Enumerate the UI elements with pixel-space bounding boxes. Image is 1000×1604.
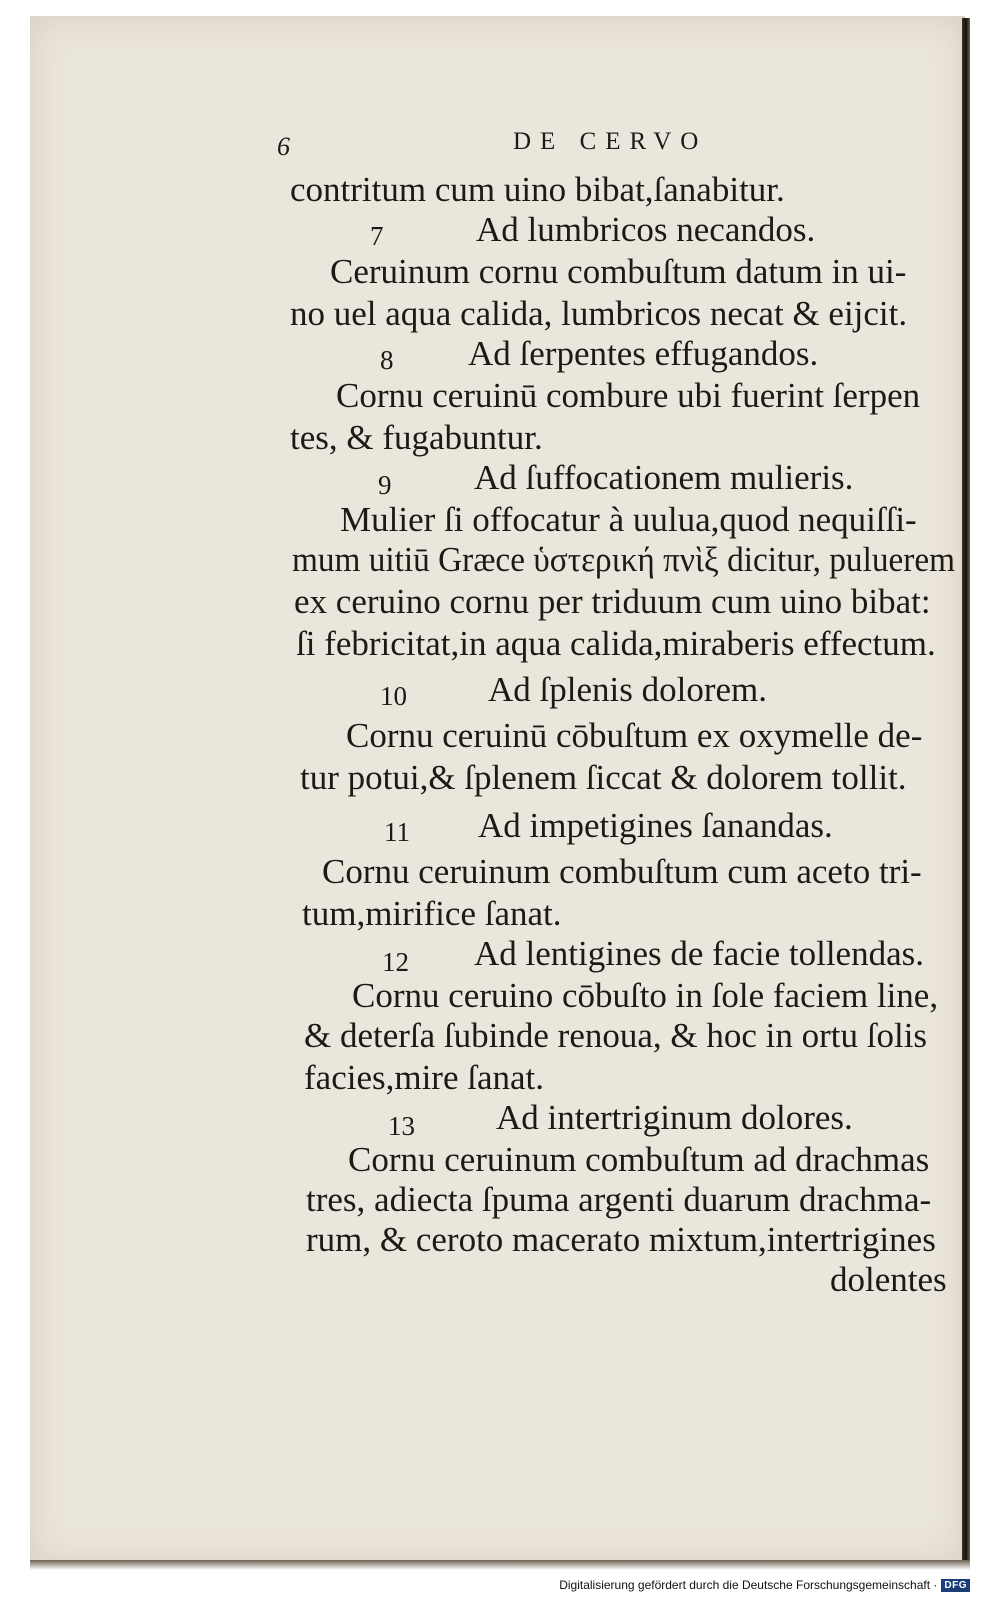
text-line: tur potui,& ſplenem ſiccat & dolorem tollit. — [300, 758, 907, 797]
heading-number: 9 — [378, 470, 392, 500]
digitization-footer — [559, 1578, 970, 1592]
catchword: dolentes — [830, 1260, 947, 1299]
section-heading: Ad impetigines ſanandas. — [478, 806, 833, 845]
text-line: ex ceruino cornu per triduum cum uino bibat: — [294, 582, 931, 621]
footer-credit: Digitalisierung gefördert durch die Deutsche Forschungsgemeinschaft · — [559, 1578, 938, 1592]
text-line: Cornu ceruinū cōbuſtum ex oxymelle de- — [346, 716, 923, 755]
text-line: tum,mirifice ſanat. — [302, 894, 562, 933]
text-line: Cornu ceruinū combure ubi fuerint ſerpen — [336, 376, 921, 415]
text-line: contritum cum uino bibat,ſanabitur. — [290, 170, 785, 209]
text-line: Cornu ceruinum combuſtum cum aceto tri- — [322, 852, 922, 891]
running-head: DE CERVO — [513, 128, 708, 155]
text-line: Cornu ceruino cōbuſto in ſole faciem line, — [352, 976, 939, 1015]
dfg-logo-icon: DFG — [941, 1579, 970, 1592]
text-line: Ceruinum cornu combuſtum datum in ui- — [330, 252, 907, 291]
text-line: Cornu ceruinum combuſtum ad drachmas — [348, 1140, 930, 1179]
heading-number: 13 — [388, 1111, 415, 1141]
section-heading: Ad lumbricos necandos. — [476, 210, 816, 249]
text-line: tres, adiecta ſpuma argenti duarum drachma- — [306, 1180, 932, 1219]
page-number: 6 — [277, 132, 290, 161]
text-line: Mulier ſi offocatur à uulua,quod nequiſſi- — [340, 500, 917, 539]
text-line: tes, & fugabuntur. — [290, 418, 543, 457]
section-heading: Ad ſplenis dolorem. — [488, 670, 767, 709]
heading-number: 10 — [380, 681, 407, 711]
heading-number: 8 — [380, 345, 394, 375]
section-heading: Ad lentigines de facie tollendas. — [474, 934, 924, 973]
text-line: mum uitiū Græce ὑστερική πνὶξ dicitur, puluerem — [292, 540, 955, 579]
section-heading: Ad ſuffocationem mulieris. — [474, 458, 854, 497]
heading-number: 12 — [382, 947, 409, 977]
text-line: rum, & ceroto macerato mixtum,intertrigines — [306, 1220, 936, 1259]
text-line: facies,mire ſanat. — [304, 1058, 545, 1097]
text-line: ſi febricitat,in aqua calida,miraberis effectum. — [296, 624, 936, 663]
section-heading: Ad intertriginum dolores. — [496, 1098, 853, 1137]
text-line: & deterſa ſubinde renoua, & hoc in ortu ſolis — [304, 1016, 928, 1055]
heading-number: 7 — [370, 221, 384, 251]
heading-number: 11 — [384, 817, 410, 847]
text-line: no uel aqua calida, lumbricos necat & eijcit. — [290, 294, 908, 333]
section-heading: Ad ſerpentes effugandos. — [468, 334, 819, 373]
